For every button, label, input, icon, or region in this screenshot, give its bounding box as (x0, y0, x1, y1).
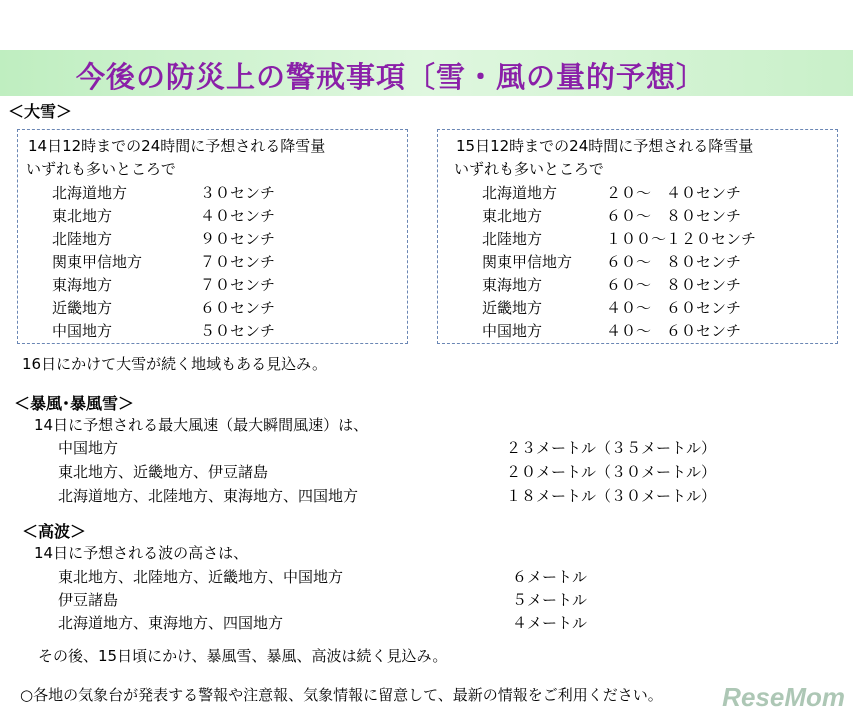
snow-forecast-box-14th (17, 129, 408, 344)
snow-box-15-line1: 15日12時までの24時間に予想される降雪量 (456, 137, 754, 155)
snow-15-row-value: ６０〜 ８０センチ (606, 276, 742, 294)
storm-intro: 14日に予想される最大風速（最大瞬間風速）は、 (34, 416, 369, 434)
snow-14-row-region: 関東甲信地方 (52, 253, 143, 271)
storm-row-value: １８メートル（３０メートル） (506, 487, 717, 505)
snow-box-15-line2: いずれも多いところで (454, 160, 604, 178)
snow-14-row-region: 東北地方 (52, 207, 113, 225)
snow-15-row-value: １００〜１２０センチ (606, 230, 757, 248)
snow-14-row-value: ９０センチ (200, 230, 276, 248)
snow-14-row-region: 中国地方 (52, 322, 113, 340)
heavy-snow-heading: ＜大雪＞ (8, 102, 73, 121)
waves-note: その後、15日頃にかけ、暴風雪、暴風、高波は続く見込み。 (38, 647, 448, 665)
page-title: 今後の防災上の警戒事項〔雪・風の量的予想〕 (76, 60, 707, 94)
snow-15-row-value: ４０〜 ６０センチ (606, 322, 742, 340)
snow-14-row-value: ７０センチ (200, 276, 276, 294)
snow-15-row-region: 近畿地方 (482, 299, 543, 317)
snow-box-14-line2: いずれも多いところで (26, 160, 176, 178)
snow-14-row-value: ３０センチ (200, 184, 276, 202)
snow-15-row-region: 東北地方 (482, 207, 543, 225)
storm-row-region: 東北地方、近畿地方、伊豆諸島 (58, 463, 269, 481)
storm-row-value: ２０メートル（３０メートル） (506, 463, 717, 481)
resemom-watermark: ReseMom (722, 682, 845, 712)
snow-box-14-line1: 14日12時までの24時間に予想される降雪量 (28, 137, 326, 155)
wave-row-value: ４メートル (512, 614, 588, 632)
snow-note: 16日にかけて大雪が続く地域もある見込み。 (22, 355, 327, 373)
storm-row-region: 中国地方 (58, 439, 119, 457)
snow-14-row-value: ４０センチ (200, 207, 276, 225)
snow-14-row-region: 東海地方 (52, 276, 113, 294)
snow-14-row-value: ５０センチ (200, 322, 276, 340)
snow-14-row-region: 近畿地方 (52, 299, 113, 317)
storm-row-region: 北海道地方、北陸地方、東海地方、四国地方 (58, 487, 359, 505)
snow-15-row-value: ４０〜 ６０センチ (606, 299, 742, 317)
snow-15-row-region: 東海地方 (482, 276, 543, 294)
wave-row-region: 東北地方、北陸地方、近畿地方、中国地方 (58, 568, 344, 586)
waves-intro: 14日に予想される波の高さは、 (34, 544, 249, 562)
footer-note: ○各地の気象台が発表する警報や注意報、気象情報に留意して、最新の情報をご利用ください。 (20, 686, 663, 704)
snow-14-row-value: ６０センチ (200, 299, 276, 317)
wave-row-value: ５メートル (512, 591, 588, 609)
storm-row-value: ２３メートル（３５メートル） (506, 439, 717, 457)
wave-row-value: ６メートル (512, 568, 588, 586)
snow-15-row-value: ６０〜 ８０センチ (606, 207, 742, 225)
snow-15-row-value: ６０〜 ８０センチ (606, 253, 742, 271)
waves-heading: ＜高波＞ (22, 522, 87, 541)
snow-15-row-value: ２０〜 ４０センチ (606, 184, 742, 202)
snow-15-row-region: 北海道地方 (482, 184, 558, 202)
snow-forecast-box-15th (437, 129, 838, 344)
wave-row-region: 伊豆諸島 (58, 591, 119, 609)
snow-14-row-region: 北海道地方 (52, 184, 128, 202)
storm-heading: ＜暴風･暴風雪＞ (14, 394, 135, 413)
snow-15-row-region: 中国地方 (482, 322, 543, 340)
snow-14-row-value: ７０センチ (200, 253, 276, 271)
snow-15-row-region: 関東甲信地方 (482, 253, 573, 271)
wave-row-region: 北海道地方、東海地方、四国地方 (58, 614, 284, 632)
snow-14-row-region: 北陸地方 (52, 230, 113, 248)
snow-15-row-region: 北陸地方 (482, 230, 543, 248)
